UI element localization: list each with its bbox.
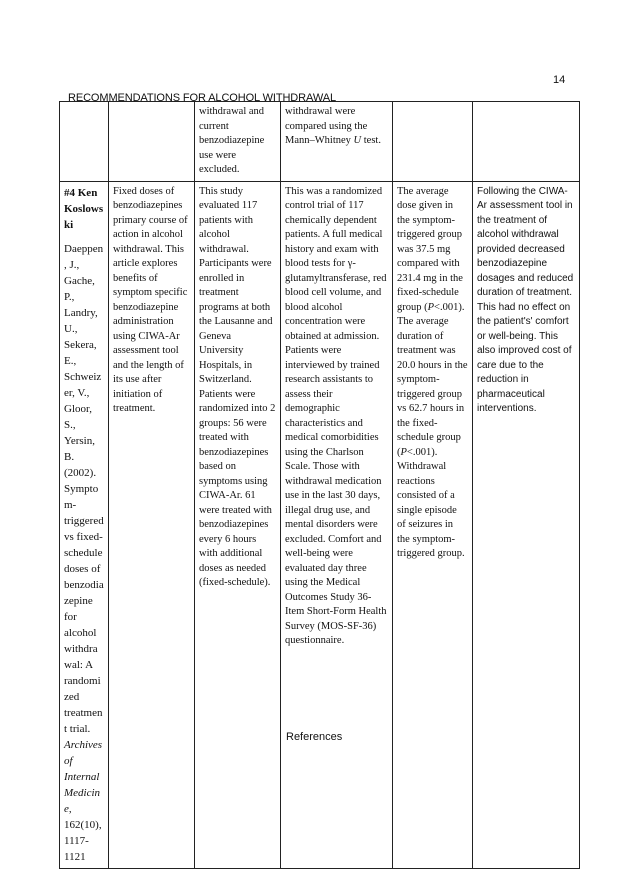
footer-references: References [286,731,343,743]
citation-title: Symptom-triggered vs fixed-schedule doses of benzodiazepine for alcohol withdrawal: A randomized treatment trial. [64,482,104,735]
cell-recommendation: Following the CIWA-Ar assessment tool in the treatment of alcohol withdrawal provided decreased benzodiazepine dosages and reduced duration of treatment. This had no effect on the patient's' comfort or well-being. This also improved cost of care due to the reduction in pharmaceutical interventions. [473,181,580,868]
cell-intervention: Fixed doses of benzodiazepines primary course of action in alcohol withdrawal. This article explores benefits of symptom specific benzodiazepine administration using CIWA-Ar assessment tool and the length of its use after initiation of treatment. [109,181,195,868]
cell-design [281,102,393,182]
u-statistic: U [353,135,362,146]
citation-authors: Daeppen, J., Gache, P., Landry, U., Sekera, E., Schweizer, V., Gloor, S., Yersin, B. (2002). [64,242,104,479]
entry-number: #4 Ken [64,186,98,199]
cell-author [60,102,109,182]
citation-volume: 162(10), 1117-1121 [64,818,102,863]
author-name: Koslowski [64,202,104,231]
cell-author-citation [60,181,109,868]
cell-recommendation [473,102,580,182]
results-text-2: <.001). The average duration of treatment was 20.0 hours in the symptom-triggered group vs 62.7 hours in the fixed-schedule group ( [397,301,468,458]
cell-results [393,102,473,182]
p-value-label: P [427,301,435,313]
design-text-end: test. [361,135,381,146]
table-row-continuation [60,102,580,182]
design-text: withdrawal were compared using the Mann–Whitney [285,106,368,146]
page-number: 14 [553,74,566,86]
cell-intervention [109,102,195,182]
p-value-label: P [400,446,407,458]
results-text-1: The average dose given in the symptom-triggered group was 37.5 mg compared with 231.4 mg in the fixed-schedule group ( [397,185,463,313]
cell-sample: This study evaluated 117 patients with alcohol withdrawal. Participants were enrolled in treatment programs at both the Lausanne and Geneva University Hospitals, in Switzerland. Patients were randomized into 2 groups: 56 were treated with benzodiazepines based on symptoms using CIWA-Ar. 61 were treated with benzodiazepines every 6 hours with additional doses as needed (fixed-schedule). [195,181,281,868]
cell-design: This was a randomized control trial of 117 chemically dependent patients. A full medical history and exam with blood tests for γ-glutamyltransferase, red blood cell volume, and blood alcohol concentration were obtained at admission. Patients were interviewed by trained research assistants to assess their demographic characteristics and medical comorbidities using the Charlson Scale. Those with withdrawal medication use in the last 30 days, illegal drug use, and mental disorders were excluded. Comfort and well-being were evaluated day three using the Medical Outcomes Study 36-Item Short-Form Health Survey (MOS-SF-36) questionnaire. [281,181,393,868]
citation-journal: Archives of Internal Medicine, [64,738,103,815]
table-row-entry [60,181,580,868]
cell-sample: withdrawal and current benzodiazepine use were excluded. [195,102,281,182]
results-text-3: <.001). Withdrawal reactions consisted of a single episode of seizures in the symptom-triggered group. [397,446,465,559]
recommendations-table [59,101,580,869]
page-title: RECOMMENDATIONS FOR ALCOHOL WITHDRAWAL [68,92,336,104]
cell-results [393,181,473,868]
